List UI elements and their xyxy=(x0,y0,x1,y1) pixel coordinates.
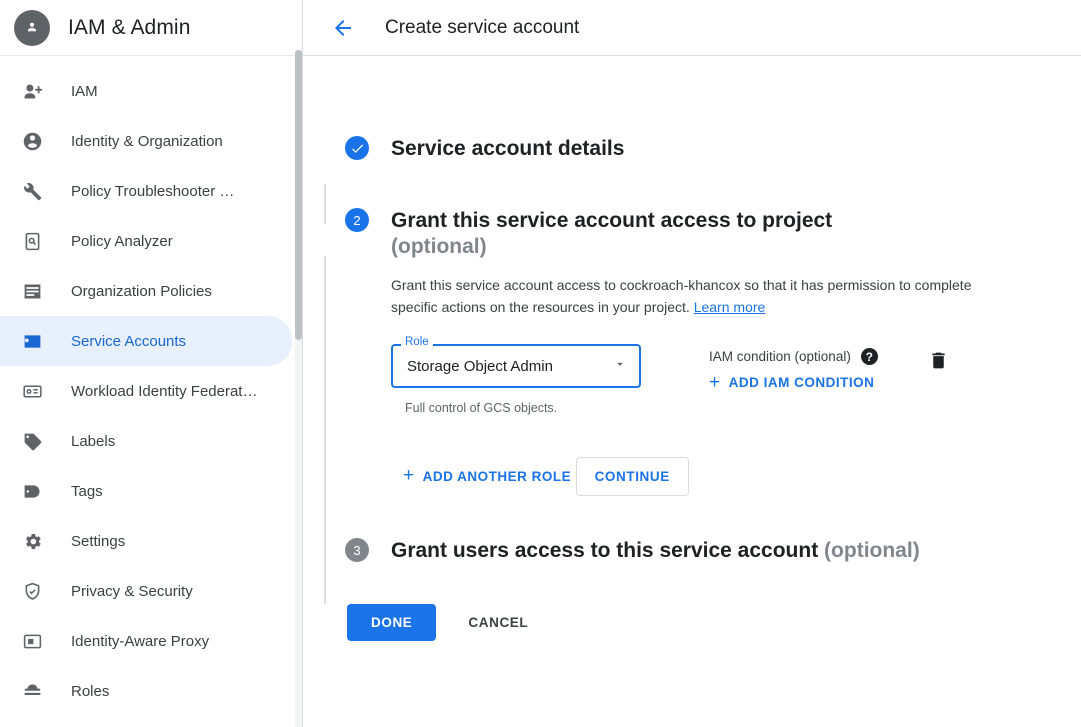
bottom-actions xyxy=(347,604,1081,641)
step-3-title-text: Grant users access to this service account xyxy=(391,539,819,562)
step-2-title-text: Grant this service account access to project xyxy=(391,209,833,232)
step-1-title: Service account details xyxy=(391,137,625,160)
sidebar-item-roles[interactable] xyxy=(0,666,292,716)
sidebar-item-identity-organization[interactable] xyxy=(0,116,292,166)
step-2-description xyxy=(391,274,991,318)
cancel-button[interactable]: CANCEL xyxy=(462,614,534,631)
account-circle-icon xyxy=(21,130,43,152)
step-connector-2 xyxy=(324,256,326,604)
check-icon xyxy=(345,136,369,160)
sidebar-item-label: Policy Analyzer xyxy=(71,232,173,250)
sidebar-nav xyxy=(0,56,302,716)
iam-condition-label-row xyxy=(709,348,878,365)
main-title: Create service account xyxy=(385,16,580,38)
role-select[interactable] xyxy=(391,344,641,388)
sidebar-item-identity-aware-proxy[interactable] xyxy=(0,616,292,666)
sidebar-item-organization-policies[interactable] xyxy=(0,266,292,316)
sidebar xyxy=(0,0,303,727)
sidebar-item-label: Roles xyxy=(71,682,110,700)
learn-more-link[interactable]: Learn more xyxy=(693,299,766,315)
list-card-icon xyxy=(21,280,43,302)
add-iam-condition-label: ADD IAM CONDITION xyxy=(728,375,875,390)
id-card-icon xyxy=(21,380,43,402)
sidebar-item-privacy-security[interactable] xyxy=(0,566,292,616)
role-select-label: Role xyxy=(401,336,433,348)
sidebar-item-label: Tags xyxy=(71,482,103,500)
step-3-optional-label: (optional) xyxy=(824,539,920,562)
iam-condition-label: IAM condition (optional) xyxy=(709,349,851,364)
trash-icon[interactable] xyxy=(928,344,949,376)
sidebar-item-policy-troubleshooter[interactable] xyxy=(0,166,292,216)
step-2-title xyxy=(391,208,1081,260)
sidebar-scrollbar-thumb[interactable] xyxy=(295,50,302,340)
role-helper-text: Full control of GCS objects. xyxy=(405,401,558,415)
tag-icon xyxy=(21,480,43,502)
person-add-icon xyxy=(21,80,43,102)
plus-icon: + xyxy=(709,371,721,393)
step-connector-1 xyxy=(324,184,326,224)
sidebar-header xyxy=(0,0,302,56)
step-2-marker xyxy=(345,208,369,232)
roles-icon xyxy=(21,680,43,702)
service-account-icon xyxy=(21,330,43,352)
sidebar-item-tags[interactable] xyxy=(0,466,292,516)
sidebar-item-policy-analyzer[interactable] xyxy=(0,216,292,266)
role-field xyxy=(391,336,641,415)
sidebar-item-service-accounts[interactable] xyxy=(0,316,292,366)
sidebar-item-label: Identity & Organization xyxy=(71,132,223,150)
step-3-number: 3 xyxy=(345,538,369,562)
step-2-number: 2 xyxy=(345,208,369,232)
sidebar-item-label: Workload Identity Federat… xyxy=(71,382,258,400)
chevron-down-icon xyxy=(613,357,627,376)
sidebar-item-iam[interactable] xyxy=(0,66,292,116)
sidebar-item-settings[interactable] xyxy=(0,516,292,566)
iam-condition-block xyxy=(709,344,878,393)
step-3-marker xyxy=(345,538,369,562)
add-iam-condition-button[interactable] xyxy=(709,371,875,393)
shield-person-icon xyxy=(14,10,50,46)
arrow-left-icon[interactable] xyxy=(325,10,361,46)
plus-icon: + xyxy=(403,465,415,486)
sidebar-item-label: IAM xyxy=(71,82,98,100)
document-search-icon xyxy=(21,230,43,252)
sidebar-scrollbar[interactable] xyxy=(295,50,302,727)
proxy-icon xyxy=(21,630,43,652)
step-2-description-text: Grant this service account access to cockroach-khancox so that it has permission to complete specific actions on the resources in your project. xyxy=(391,277,972,315)
sidebar-item-label: Identity-Aware Proxy xyxy=(71,632,210,650)
sidebar-item-labels[interactable] xyxy=(0,416,292,466)
step-grant-users-access[interactable] xyxy=(335,538,1081,572)
gear-icon xyxy=(21,530,43,552)
sidebar-item-workload-identity-federation[interactable] xyxy=(0,366,292,416)
wizard-content xyxy=(303,56,1081,641)
label-icon xyxy=(21,430,43,452)
role-select-value: Storage Object Admin xyxy=(407,357,553,375)
sidebar-item-label: Service Accounts xyxy=(71,332,187,350)
sidebar-item-label: Privacy & Security xyxy=(71,582,193,600)
sidebar-item-label: Policy Troubleshooter … xyxy=(71,182,235,200)
sidebar-item-label: Organization Policies xyxy=(71,282,212,300)
continue-button[interactable]: CONTINUE xyxy=(576,457,689,496)
step-service-account-details[interactable] xyxy=(335,136,1081,170)
add-another-role-button[interactable] xyxy=(403,465,572,486)
done-button[interactable]: DONE xyxy=(347,604,436,641)
step-grant-project-access xyxy=(335,208,1081,496)
step-2-optional-label: (optional) xyxy=(391,235,487,258)
wrench-icon xyxy=(21,180,43,202)
help-icon[interactable]: ? xyxy=(861,348,878,365)
add-another-role-label: ADD ANOTHER ROLE xyxy=(422,468,572,484)
step-3-title xyxy=(391,538,1081,564)
shield-check-icon xyxy=(21,580,43,602)
page-title: IAM & Admin xyxy=(68,15,191,39)
step-1-marker xyxy=(345,136,369,160)
sidebar-item-label: Labels xyxy=(71,432,116,450)
main-panel xyxy=(303,0,1081,727)
role-row xyxy=(391,336,1081,415)
sidebar-item-label: Settings xyxy=(71,532,126,550)
main-header xyxy=(303,0,1081,56)
